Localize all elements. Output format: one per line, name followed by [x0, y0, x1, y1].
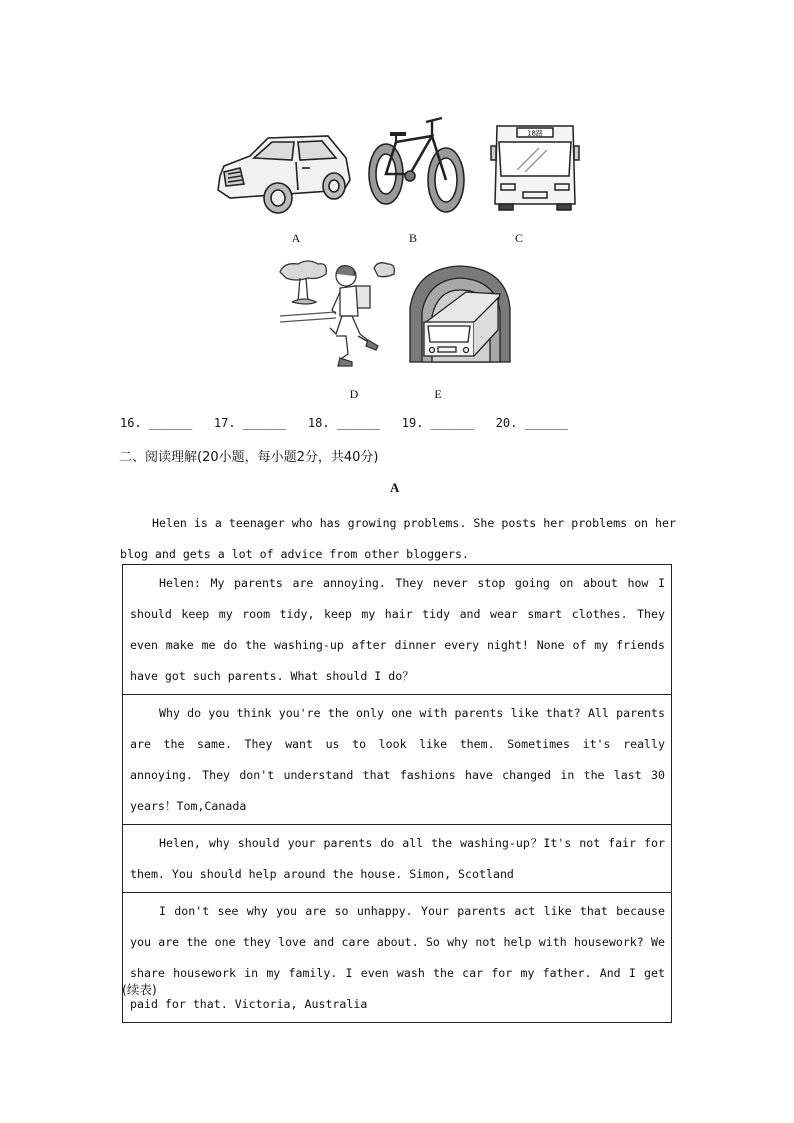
blog-posts-table [122, 564, 672, 1023]
picture-c [489, 122, 581, 214]
blog-post-simon: Helen, why should your parents do all the washing-up？It's not fair for them. You should help around the house. Simon, Scotland [123, 825, 671, 893]
picture-e [406, 264, 512, 364]
picture-label-d: D [349, 387, 359, 401]
section-title: 二、阅读理解(20小题，每小题2分，共40分) [119, 450, 379, 465]
bicycle-icon [366, 112, 468, 216]
answer-blanks: 16. ______ 17. ______ 18. ______ 19. ______ 20. ______ [120, 416, 568, 430]
passage-label: A [390, 480, 400, 495]
blog-post-helen: Helen: My parents are annoying. They never stop going on about how I should keep my room tidy, keep my hair tidy and wear smart clothes. They even make me do the washing-up after dinner every night! None of my friends have got such parents. What should I do？ [123, 565, 671, 695]
picture-b [366, 112, 468, 216]
picture-label-a: A [291, 231, 301, 245]
blog-post-victoria: I don't see why you are so unhappy. Your parents act like that because you are the one they love and care about. So why not help with housework? We share housework in my family. I even wash the car for my father. And I get paid for that. Victoria, Australia [123, 893, 671, 1023]
car-icon [210, 128, 356, 218]
picture-d [278, 258, 396, 370]
table-continued-note: (续表) [122, 982, 157, 997]
picture-label-b: B [408, 231, 417, 245]
picture-a [210, 128, 356, 218]
walking-student-icon [278, 258, 396, 370]
passage-intro: Helen is a teenager who has growing problems. She posts her problems on her blog and gets a lot of advice from other bloggers. [120, 516, 676, 561]
picture-label-e: E [434, 387, 442, 401]
bus-icon [489, 122, 581, 214]
subway-tunnel-icon [406, 264, 512, 364]
blog-post-tom: Why do you think you're the only one with parents like that? All parents are the same. They want us to look like them. Sometimes it's really annoying. They don't understand that fashions have changed in the last 30 years！Tom,Canada [123, 695, 671, 825]
bus-route-sign: 18路 [527, 129, 543, 138]
picture-label-c: C [514, 231, 523, 245]
